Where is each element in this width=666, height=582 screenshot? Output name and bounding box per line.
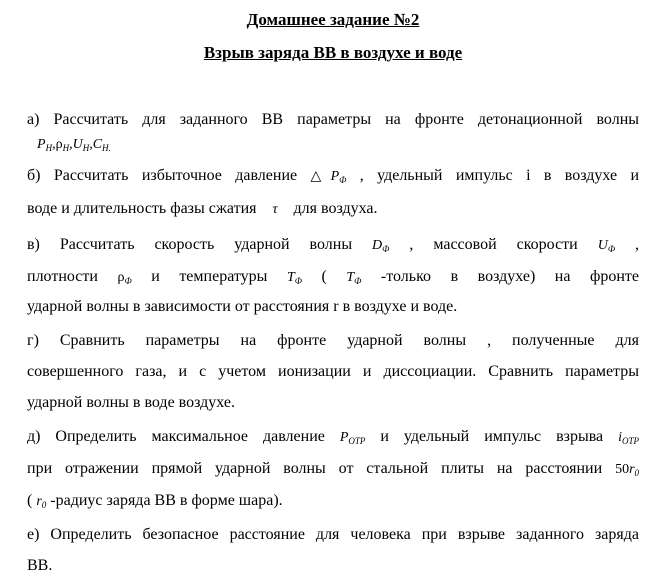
task-d-line2 [27, 459, 639, 480]
document-subtitle: Взрыв заряда ВВ в воздухе и воде [203, 43, 463, 62]
task-v-text-4: плотности [27, 268, 98, 285]
formula-radius: $r_0$ [36, 494, 47, 510]
formula-tau: τ [272, 202, 278, 217]
task-v-text-5: и температуры [151, 268, 268, 285]
document-title: Домашнее задание №2 [246, 10, 420, 29]
task-v-text-3: , [635, 236, 640, 253]
task-b-text-4: для воздуха. [293, 200, 378, 217]
task-b-text-2: , удельный импульс i в воздухе и [359, 167, 639, 184]
formula-density: $\rho_Ф$ [117, 270, 132, 286]
task-b-text-3: воде и длительность фазы сжатия [27, 200, 257, 217]
formula-shock-velocity: $D_Ф$ [372, 238, 390, 254]
formula-distance: $50r_0$ [615, 462, 640, 478]
task-a-text: а) Рассчитать для заданного ВВ параметры на фронте детонационной волны [27, 111, 639, 128]
task-v-text-2: , массовой скорости [409, 236, 578, 253]
formula-overpressure: $\triangle P_Ф$ [310, 169, 347, 185]
formula-temperature-2: $T_Ф$ [346, 270, 362, 286]
formula-mass-velocity: $U_Ф$ [597, 238, 616, 254]
formula-reflected-pressure: $P_{ОТР}$ [339, 430, 366, 446]
task-d-text-2: и удельный импульс взрыва [380, 428, 604, 445]
task-b-line1 [27, 166, 639, 187]
task-d-text-3: при отражении прямой ударной волны от стальной плиты на расстоянии [27, 460, 603, 477]
task-d-line1 [27, 427, 639, 448]
task-b-text-1: б) Рассчитать избыточное давление [27, 167, 298, 184]
task-d-text-4: ( [27, 492, 33, 509]
task-v-text-1: в) Рассчитать скорость ударной волны [27, 236, 353, 253]
task-d-text-1: д) Определить максимальное давление [27, 428, 325, 445]
task-v-line1 [27, 235, 639, 256]
task-v-line2 [27, 267, 639, 288]
task-v-line3: ударной волны в зависимости от расстояния r в воздухе и воде. [27, 298, 458, 315]
task-a-formula [37, 134, 649, 155]
task-g-line1: г) Сравнить параметры на фронте ударной волны , полученные для [27, 332, 639, 349]
task-g-line3: ударной волны в воде воздухе. [27, 394, 235, 411]
task-e-line1: е) Определить безопасное расстояние для человека при взрыве заданного заряда [27, 526, 639, 543]
task-v-text-6: ( [321, 268, 327, 285]
task-d-text-5: -радиус заряда ВВ в форме шара). [50, 492, 283, 509]
formula-temperature: $T_Ф$ [286, 270, 302, 286]
formula-reflected-impulse: $i_{ОТР}$ [618, 430, 640, 446]
task-b-line2 [27, 199, 639, 220]
task-g-line2: совершенного газа, и с учетом ионизации и диссоциации. Сравнить параметры [27, 363, 639, 380]
formula-detonation-params: $P_H,\rho_H,U_H,C_{H.}$ [37, 137, 111, 153]
task-e-line2: ВВ. [27, 557, 53, 574]
task-d-line3 [27, 491, 639, 512]
task-v-text-7: -только в воздухе) на фронте [380, 268, 639, 285]
